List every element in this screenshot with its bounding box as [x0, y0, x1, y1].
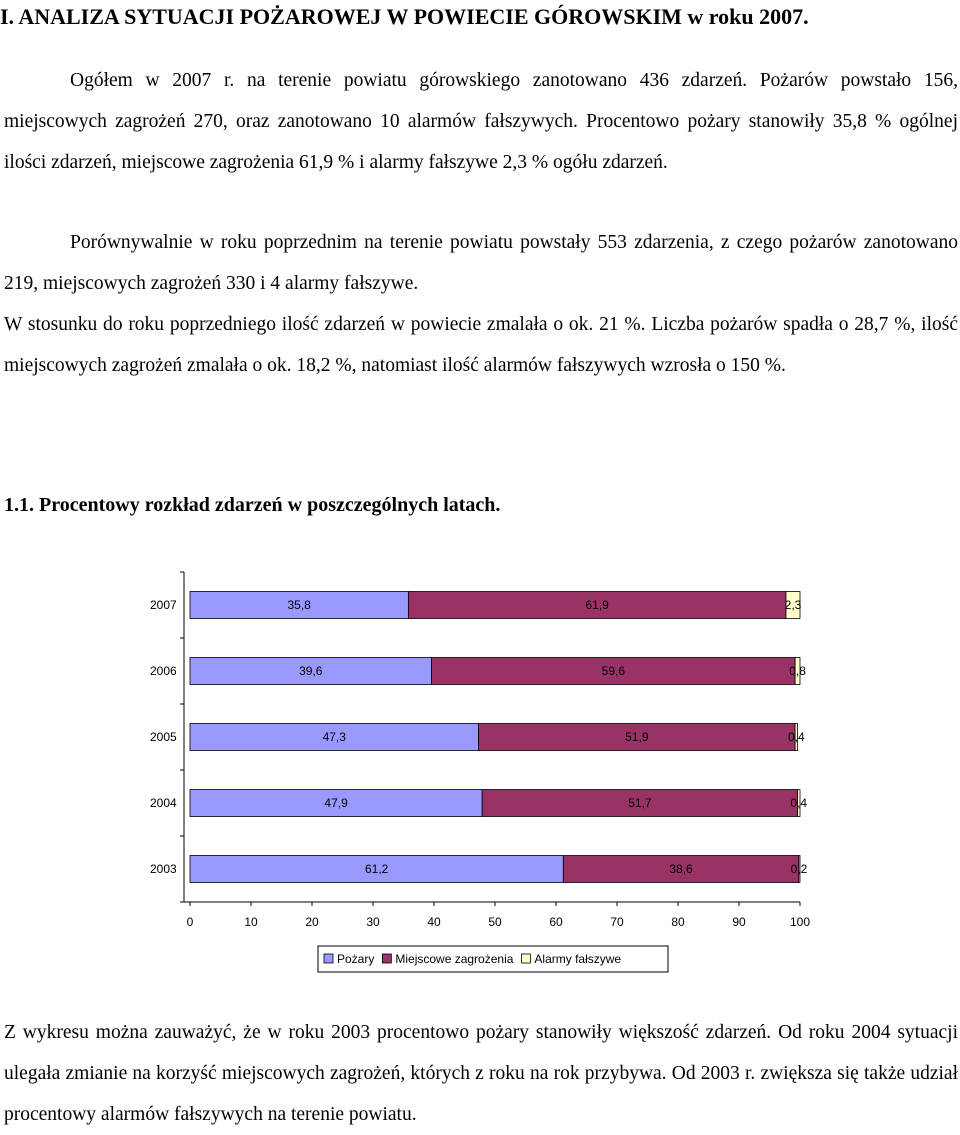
data-label: 47,3: [322, 730, 346, 744]
data-label: 61,2: [364, 862, 389, 876]
legend-swatch: [521, 954, 530, 963]
paragraph-summary-2007: [4, 60, 958, 183]
legend-label: Miejscowe zagrożenia: [395, 952, 514, 966]
legend-label: Pożary: [337, 952, 375, 966]
x-tick-label: 90: [732, 915, 746, 929]
x-tick-label: 50: [488, 915, 502, 929]
data-label: 2,3: [784, 598, 802, 612]
data-label: 61,9: [585, 598, 609, 612]
y-tick-label: 2006: [150, 664, 177, 678]
x-tick-label: 10: [244, 915, 258, 929]
section-title: 1.1. Procentowy rozkład zdarzeń w poszczególnych latach.: [4, 494, 501, 516]
paragraph-comparison-2006: [4, 222, 958, 304]
y-tick-label: 2007: [150, 598, 177, 612]
data-label: 39,6: [299, 664, 323, 678]
data-label: 59,6: [601, 664, 626, 678]
y-tick-label: 2005: [150, 730, 177, 744]
page-title: I. ANALIZA SYTUACJI POŻAROWEJ W POWIECIE GÓROWSKIM w roku 2007.: [0, 4, 809, 29]
x-tick-label: 0: [186, 915, 194, 929]
x-tick-label: 100: [789, 915, 811, 929]
x-tick-label: 60: [549, 915, 563, 929]
data-label: 0,4: [787, 730, 805, 744]
stacked-bar-chart: [0, 560, 960, 980]
data-label: 35,8: [287, 598, 311, 612]
x-tick-label: 30: [366, 915, 380, 929]
paragraph-text: Porównywalnie w roku poprzednim na terenie powiatu powstały 553 zdarzenia, z czego pożarów zanotowano 219, miejscowych zagrożeń 330 i 4 alarmy fałszywe.: [4, 232, 958, 294]
data-label: 38,6: [669, 862, 693, 876]
x-tick-label: 20: [305, 915, 319, 929]
data-label: 51,9: [625, 730, 649, 744]
x-tick-label: 80: [671, 915, 685, 929]
legend-swatch: [324, 954, 333, 963]
x-tick-label: 70: [610, 915, 624, 929]
data-label: 47,9: [324, 796, 348, 810]
data-label: 0,4: [790, 796, 808, 810]
y-tick-label: 2004: [150, 796, 177, 810]
legend-swatch: [382, 954, 391, 963]
data-label: 51,7: [628, 796, 652, 810]
paragraph-text: Ogółem w 2007 r. na terenie powiatu górowskiego zanotowano 436 zdarzeń. Pożarów powstało 156, miejscowych zagrożeń 270, oraz zanotowano 10 alarmów fałszywych. Procentowo pożary stanowiły 35,8 % ogólnej ilości zdarzeń, miejscowe zagrożenia 61,9 % i alarmy fałszywe 2,3 % ogółu zdarzeń.: [4, 70, 958, 173]
paragraph-change: W stosunku do roku poprzedniego ilość zdarzeń w powiecie zmalała o ok. 21 %. Liczba pożarów spadła o 28,7 %, ilość miejscowych zagrożeń zmalała o ok. 18,2 %, natomiast ilość alarmów fałszywych wzrosła o 150 %.: [4, 314, 958, 376]
y-tick-label: 2003: [150, 862, 177, 876]
legend-label: Alarmy fałszywe: [534, 952, 622, 966]
data-label: 0,2: [790, 862, 808, 876]
data-label: 0,8: [789, 664, 806, 678]
paragraph-conclusion: Z wykresu można zauważyć, że w roku 2003 procentowo pożary stanowiły większość zdarzeń. Od roku 2004 sytuacji ulegała zmianie na korzyść miejscowych zagrożeń, których z roku na rok przybywa. Od 2003 r. zwiększa się także udział procentowy alarmów fałszywych na terenie powiatu.: [4, 1022, 958, 1125]
x-tick-label: 40: [427, 915, 441, 929]
